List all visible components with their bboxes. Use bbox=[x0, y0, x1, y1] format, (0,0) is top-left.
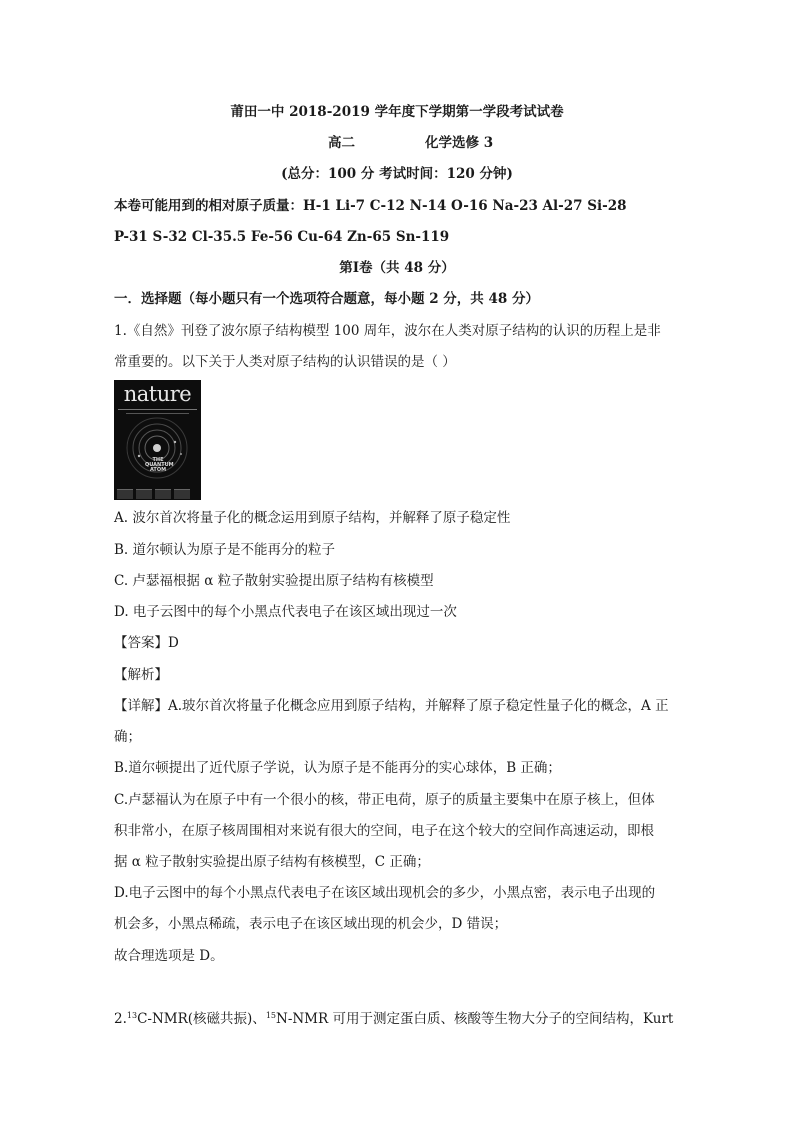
option-b: B. 道尔顿认为原子是不能再分的粒子 bbox=[114, 542, 336, 558]
explanation-line: 积非常小，在原子核周围相对来说有很大的空间，电子在这个较大的空间作高速运动，即根 bbox=[114, 823, 654, 839]
cover-rule-2 bbox=[126, 413, 189, 414]
explanation-line: 【详解】A.玻尔首次将量子化概念应用到原子结构，并解释了原子稳定性量子化的概念，A 正 bbox=[114, 698, 669, 714]
nature-cover-image bbox=[114, 380, 201, 500]
option-d: D. 电子云图中的每个小黑点代表电子在该区域出现过一次 bbox=[114, 604, 457, 620]
explanation-line: 确； bbox=[114, 729, 141, 745]
question-2-number: 2. bbox=[114, 1011, 127, 1027]
question-2-text-part-2: N-NMR 可用于测定蛋白质、核酸等生物大分子的空间结构，Kurt bbox=[276, 1011, 674, 1027]
cover-bottom-strip bbox=[117, 484, 198, 496]
analysis-label: 【解析】 bbox=[114, 667, 168, 683]
question-1-stem-line-1: 1.《自然》刊登了波尔原子结构模型 100 周年，波尔在人类对原子结构的认识的历程上是非 bbox=[114, 323, 661, 339]
question-2-text-part-1: C-NMR(核磁共振)、 bbox=[137, 1011, 266, 1027]
exam-title: 莆田一中 2018-2019 学年度下学期第一学段考试试卷 bbox=[230, 104, 564, 120]
grade-label: 高二 bbox=[328, 135, 355, 151]
cover-rule bbox=[118, 409, 197, 410]
explanation-line: 故合理选项是 D。 bbox=[114, 948, 224, 964]
question-1-stem-line-2: 常重要的。以下关于人类对原子结构的认识错误的是（ ） bbox=[114, 354, 456, 370]
explanation-line: 机会多，小黑点稀疏，表示电子在该区域出现的机会少，D 错误； bbox=[114, 916, 508, 932]
explanation-line: D.电子云图中的每个小黑点代表电子在该区域出现机会的多少，小黑点密，表示电子出现的 bbox=[114, 885, 656, 901]
answer: 【答案】D bbox=[114, 635, 179, 651]
explanation-line: C.卢瑟福认为在原子中有一个很小的核，带正电荷，原子的质量主要集中在原子核上，但体 bbox=[114, 792, 655, 808]
isotope-15-superscript: 15 bbox=[265, 1011, 276, 1020]
section-heading: 一．选择题（每小题只有一个选项符合题意，每小题 2 分，共 48 分） bbox=[114, 291, 539, 307]
explanation-line: B.道尔顿提出了近代原子学说，认为原子是不能再分的实心球体，B 正确； bbox=[114, 760, 561, 776]
atomic-masses-line-1: 本卷可能用到的相对原子质量：H-1 Li-7 C-12 N-14 O-16 Na-23 Al-27 Si-28 bbox=[114, 198, 627, 214]
cover-caption: THE QUANTUM ATOM bbox=[145, 457, 174, 473]
isotope-13-superscript: 13 bbox=[126, 1011, 138, 1020]
score-time: (总分：100 分 考试时间：120 分钟) bbox=[281, 166, 513, 182]
subject-label: 化学选修 3 bbox=[425, 135, 494, 151]
cover-masthead: nature bbox=[123, 382, 192, 406]
atomic-masses-line-2: P-31 S-32 Cl-35.5 Fe-56 Cu-64 Zn-65 Sn-119 bbox=[114, 229, 450, 245]
explanation-line: 据 α 粒子散射实验提出原子结构有核模型，C 正确； bbox=[114, 854, 430, 870]
section-title: 第Ⅰ卷（共 48 分） bbox=[339, 260, 455, 276]
option-a: A. 波尔首次将量子化的概念运用到原子结构，并解释了原子稳定性 bbox=[114, 510, 511, 526]
option-c: C. 卢瑟福根据 α 粒子散射实验提出原子结构有核模型 bbox=[114, 573, 434, 589]
question-2-stem bbox=[114, 1010, 673, 1028]
